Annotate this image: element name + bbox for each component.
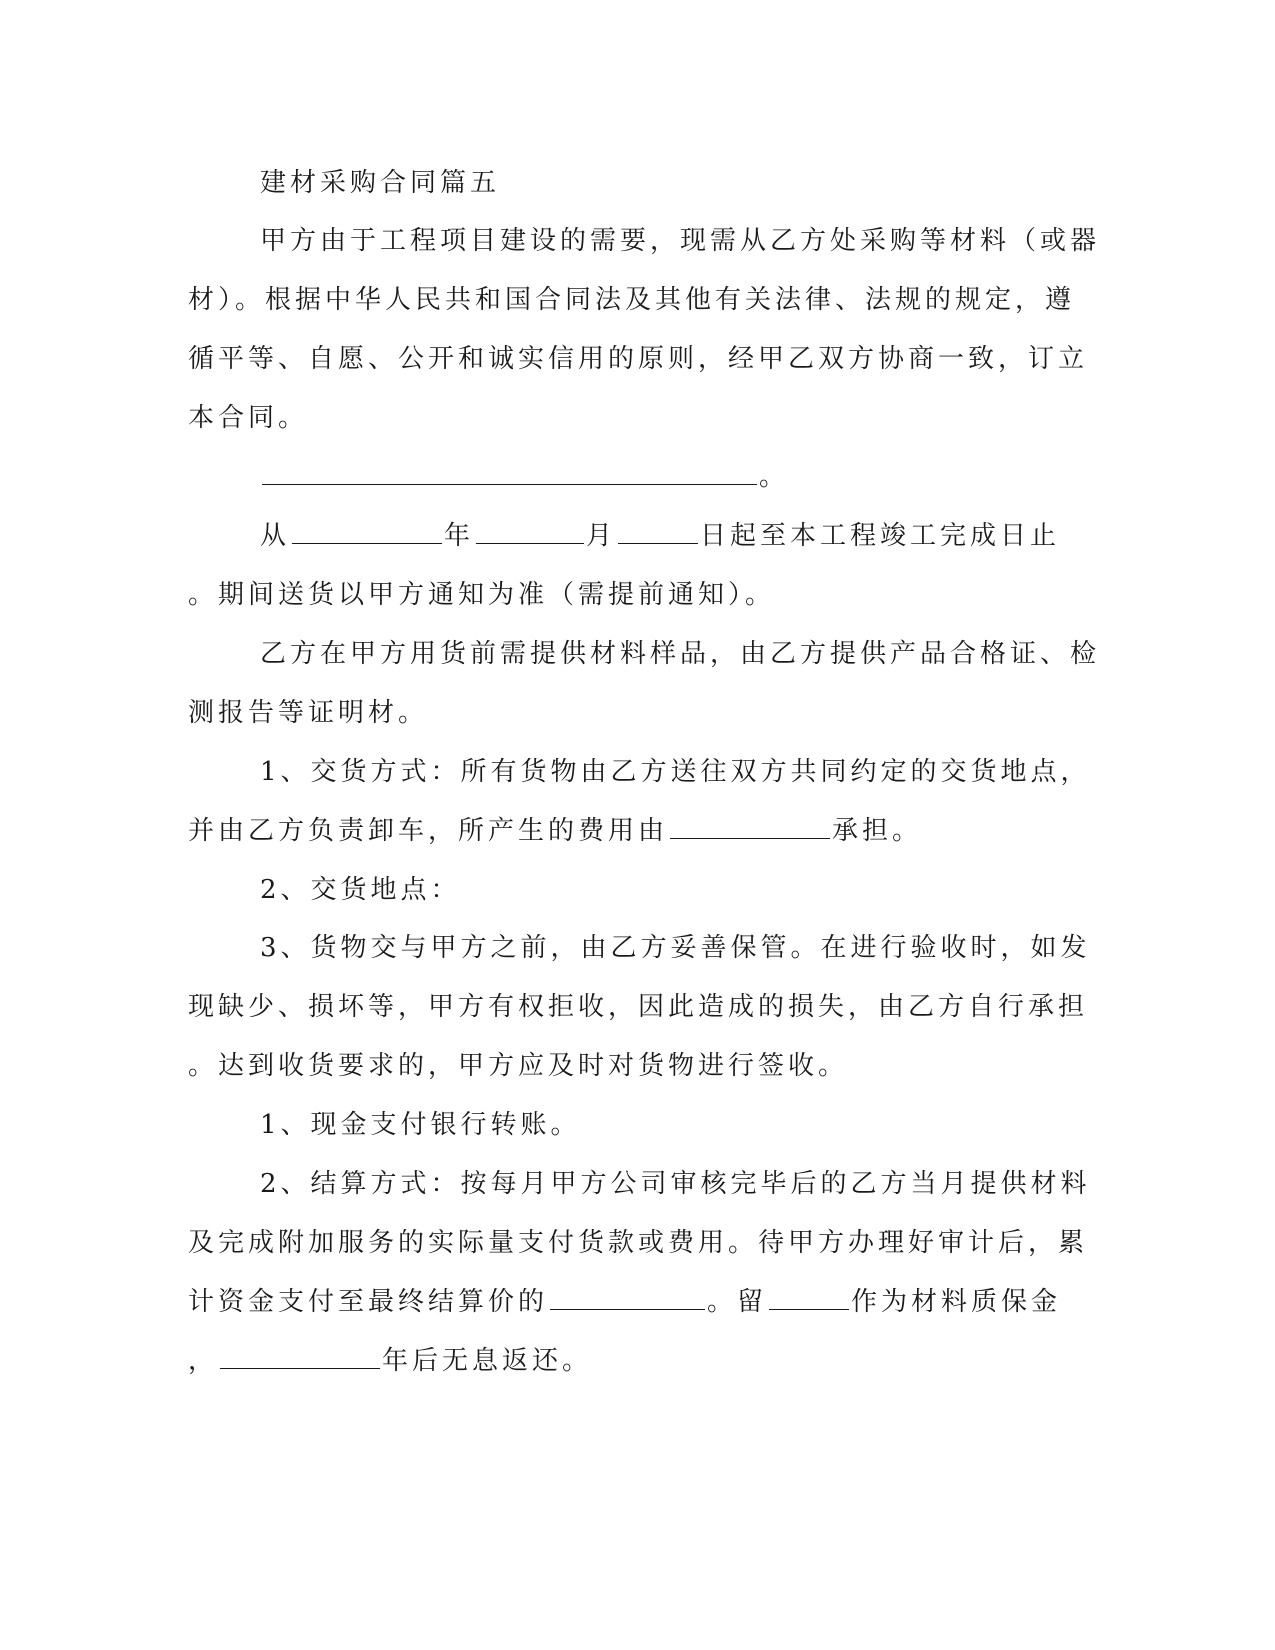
samples-line-1: 乙方在甲方用货前需提供材料样品，由乙方提供产品合格证、检 bbox=[260, 639, 1101, 669]
period-line-1 bbox=[260, 519, 1060, 553]
payment-cash: 1、现金支付银行转账。 bbox=[260, 1110, 581, 1140]
intro-line-4: 本合同。 bbox=[188, 403, 309, 433]
blank-line-row bbox=[260, 460, 789, 494]
blank-line-end: 。 bbox=[759, 462, 790, 492]
day-blank[interactable] bbox=[618, 519, 698, 544]
year-blank[interactable] bbox=[292, 519, 442, 544]
custody-line-3: 。达到收货要求的，甲方应及时对货物进行签收。 bbox=[188, 1051, 849, 1081]
period-day-until: 日起至本工程竣工完成日止 bbox=[700, 521, 1061, 551]
delivery-place: 2、交货地点： bbox=[260, 875, 461, 905]
custody-line-1: 3、货物交与甲方之前，由乙方妥善保管。在进行验收时，如发 bbox=[260, 933, 1091, 963]
settle-line-4 bbox=[188, 1344, 592, 1378]
period-line-2: 。期间送货以甲方通知为准（需提前通知）。 bbox=[188, 580, 776, 610]
month-blank[interactable] bbox=[476, 519, 584, 544]
document-title: 建材采购合同篇五 bbox=[260, 168, 501, 198]
settle-line-3 bbox=[188, 1285, 1061, 1319]
delivery-cost-end: 承担。 bbox=[832, 816, 923, 846]
delivery-method-line-2 bbox=[188, 814, 922, 848]
period-year: 年 bbox=[444, 521, 475, 551]
settle-final-text: 计资金支付至最终结算价的 bbox=[188, 1287, 549, 1317]
custody-line-2: 现缺少、损坏等，甲方有权拒收，因此造成的损失，由乙方自行承担 bbox=[188, 992, 1089, 1022]
settle-line-1: 2、结算方式：按每月甲方公司审核完毕后的乙方当月提供材料 bbox=[260, 1169, 1091, 1199]
cost-bearer-blank[interactable] bbox=[670, 814, 830, 839]
period-from: 从 bbox=[260, 521, 291, 551]
intro-line-1: 甲方由于工程项目建设的需要，现需从乙方处采购等材料（或器 bbox=[260, 226, 1101, 256]
samples-line-2: 测报告等证明材。 bbox=[188, 698, 429, 728]
delivery-method-line-1: 1、交货方式：所有货物由乙方送往双方共同约定的交货地点， bbox=[260, 757, 1091, 787]
delivery-cost-text: 并由乙方负责卸车，所产生的费用由 bbox=[188, 816, 669, 846]
period-month: 月 bbox=[586, 521, 617, 551]
settle-retain-text: 。留 bbox=[707, 1287, 768, 1317]
return-years-blank[interactable] bbox=[220, 1344, 380, 1369]
fill-blank[interactable] bbox=[262, 460, 757, 485]
settle-return-text: 年后无息返还。 bbox=[382, 1346, 593, 1376]
retention-blank[interactable] bbox=[769, 1285, 849, 1310]
intro-line-3: 循平等、自愿、公开和诚实信用的原则，经甲乙双方协商一致，订立 bbox=[188, 344, 1089, 374]
settle-line-2: 及完成附加服务的实际量支付货款或费用。待甲方办理好审计后，累 bbox=[188, 1228, 1089, 1258]
settle-comma: ， bbox=[188, 1346, 219, 1376]
intro-line-2: 材）。根据中华人民共和国合同法及其他有关法律、法规的规定，遵 bbox=[188, 285, 1076, 315]
settle-warranty-text: 作为材料质保金 bbox=[851, 1287, 1062, 1317]
final-percent-blank[interactable] bbox=[550, 1285, 705, 1310]
